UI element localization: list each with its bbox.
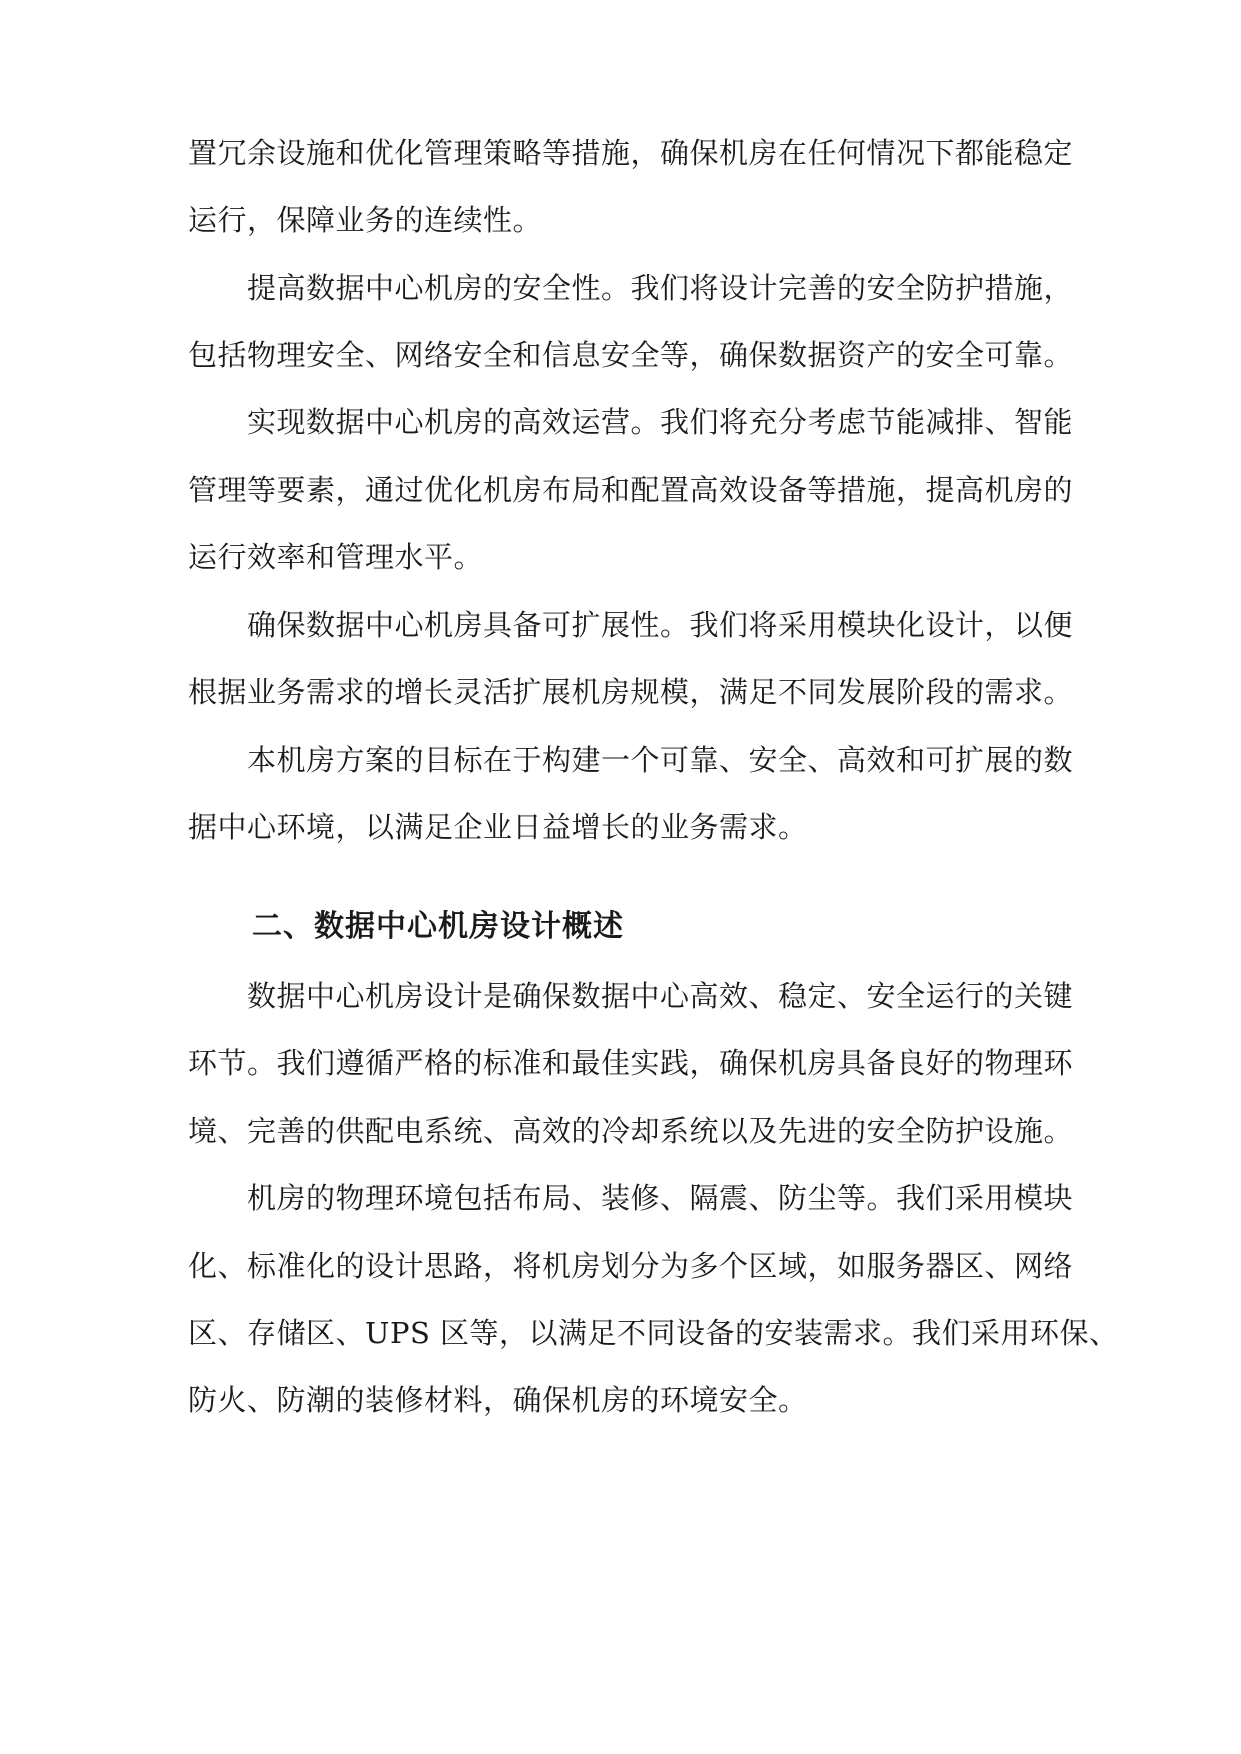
paragraph-line: 提高数据中心机房的安全性。我们将设计完善的安全防护措施， bbox=[247, 271, 1074, 305]
section-heading: 二、数据中心机房设计概述 bbox=[252, 909, 624, 944]
paragraph-line: 确保数据中心机房具备可扩展性。我们将采用模块化设计，以便 bbox=[247, 608, 1074, 642]
paragraph-line: 包括物理安全、网络安全和信息安全等，确保数据资产的安全可靠。 bbox=[188, 338, 1074, 372]
paragraph-line: 运行效率和管理水平。 bbox=[188, 540, 484, 574]
paragraph-line: 机房的物理环境包括布局、装修、隔震、防尘等。我们采用模块 bbox=[247, 1181, 1074, 1215]
paragraph-line: 境、完善的供配电系统、高效的冷却系统以及先进的安全防护设施。 bbox=[188, 1114, 1074, 1148]
paragraph-line: 据中心环境，以满足企业日益增长的业务需求。 bbox=[188, 810, 808, 844]
paragraph-line: 根据业务需求的增长灵活扩展机房规模，满足不同发展阶段的需求。 bbox=[188, 675, 1074, 709]
paragraph-line: 化、标准化的设计思路，将机房划分为多个区域，如服务器区、网络 bbox=[188, 1249, 1074, 1283]
paragraph-line: 环节。我们遵循严格的标准和最佳实践，确保机房具备良好的物理环 bbox=[188, 1046, 1074, 1080]
paragraph-line: 防火、防潮的装修材料，确保机房的环境安全。 bbox=[188, 1383, 808, 1417]
paragraph-line: 运行，保障业务的连续性。 bbox=[188, 203, 543, 237]
paragraph-line: 实现数据中心机房的高效运营。我们将充分考虑节能减排、智能 bbox=[247, 405, 1074, 439]
paragraph-line: 本机房方案的目标在于构建一个可靠、安全、高效和可扩展的数 bbox=[247, 743, 1074, 777]
paragraph-line: 置冗余设施和优化管理策略等措施，确保机房在任何情况下都能稳定 bbox=[188, 136, 1074, 170]
paragraph-line: 区、存储区、UPS 区等，以满足不同设备的安装需求。我们采用环保、 bbox=[188, 1316, 1119, 1350]
paragraph-line: 数据中心机房设计是确保数据中心高效、稳定、安全运行的关键 bbox=[247, 979, 1074, 1013]
paragraph-line: 管理等要素，通过优化机房布局和配置高效设备等措施，提高机房的 bbox=[188, 473, 1074, 507]
